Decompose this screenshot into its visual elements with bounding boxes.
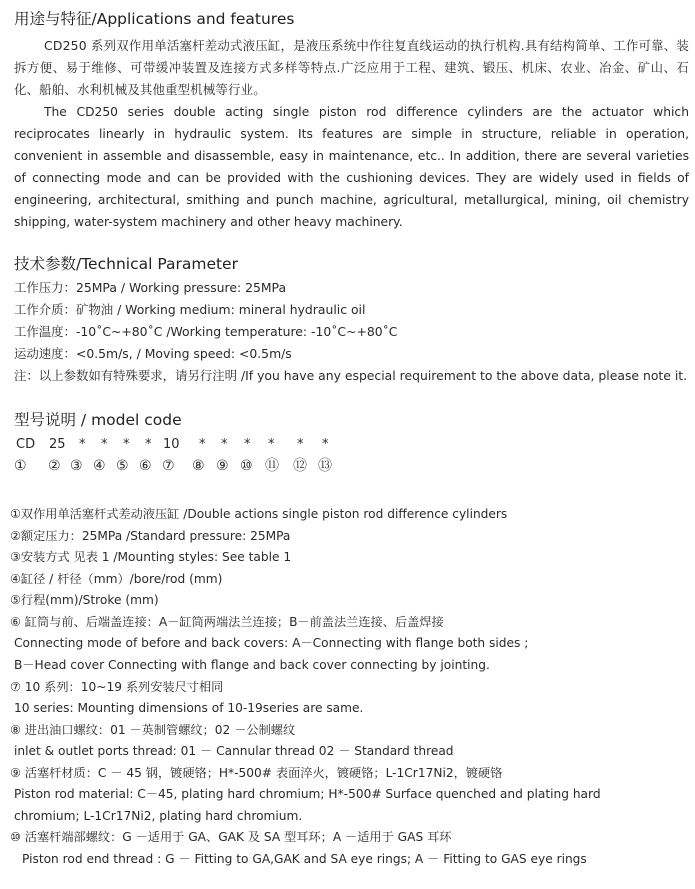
code-number: ② <box>48 458 61 474</box>
item-4: ④缸径 / 杆径（mm）/bore/rod (mm) <box>10 572 223 586</box>
item-3: ③安装方式 见表 1 /Mounting styles: See table 1 <box>10 550 292 564</box>
param-working-temperature: 工作温度：-10˚C~+80˚C /Working temperature: -10˚C~+80˚C <box>14 324 398 339</box>
item-2: ②额定压力：25MPa /Standard pressure: 25MPa <box>10 529 291 543</box>
applications-cn-text: CD250 系列双作用单活塞杆差动式液压缸，是液压系统中作往复直线运动的执行机构.具有结构简单、工作可靠、装拆方便、易于维修、可带缓冲装置及连接方式多样等特点.广泛应用于工程、建筑、锻压、机床、农业、冶金、矿山、石化、船舶、水利机械及其他重型机械等行业。 <box>14 38 689 97</box>
technical-note: 注：以上参数如有特殊要求，请另行注明 /If you have any especial requirement to the above data, please note it. <box>14 368 688 383</box>
technical-heading: 技术参数/Technical Parameter <box>14 255 238 273</box>
model-code-row <box>0 435 695 455</box>
item-6-cn: ⑥ 缸筒与前、后端盖连接：A－缸筒两端法兰连接；B－前盖法兰连接、后盖焊接 <box>10 615 444 629</box>
code-number: ③ <box>70 458 83 474</box>
code-part: * <box>297 437 304 452</box>
code-number: ⑬ <box>318 458 332 474</box>
param-working-medium: 工作介质：矿物油 / Working medium: mineral hydraulic oil <box>14 302 366 317</box>
model-heading: 型号说明 / model code <box>14 411 182 429</box>
code-part: * <box>244 437 251 452</box>
item-10-cn: ⑩ 活塞杆端部螺纹：G －适用于 GA、GAK 及 SA 型耳环；A －适用于 GAS 耳环 <box>10 830 452 844</box>
item-7-cn: ⑦ 10 系列：10~19 系列安装尺寸相同 <box>10 680 224 694</box>
code-part: * <box>199 437 206 452</box>
code-part: * <box>79 437 86 452</box>
code-part: * <box>101 437 108 452</box>
code-part: * <box>268 437 275 452</box>
code-part: 10 <box>163 437 180 452</box>
item-9-en-2: chromium; L-1Cr17Ni2, plating hard chromium. <box>14 809 303 823</box>
code-number: ⑫ <box>293 458 307 474</box>
code-number: ⑤ <box>116 458 129 474</box>
item-7-en: 10 series: Mounting dimensions of 10-19series are same. <box>14 701 364 715</box>
code-part: CD <box>16 437 36 452</box>
code-number: ⑦ <box>162 458 175 474</box>
applications-heading: 用途与特征/Applications and features <box>14 10 295 28</box>
item-8-cn: ⑧ 进出油口螺纹：01 －英制管螺纹；02 －公制螺纹 <box>10 723 296 737</box>
item-6-en-1: Connecting mode of before and back covers: A－Connecting with flange both sides ; <box>14 636 529 650</box>
code-part: * <box>145 437 152 452</box>
code-part: * <box>123 437 130 452</box>
item-9-en-1: Piston rod material: C－45, plating hard chromium; H*-500# Surface quenched and plating hard <box>14 787 601 801</box>
code-number: ① <box>14 458 27 474</box>
code-part: * <box>322 437 329 452</box>
code-number: ⑪ <box>265 458 279 474</box>
model-code-numbers <box>0 456 695 476</box>
code-part: * <box>221 437 228 452</box>
param-working-pressure: 工作压力：25MPa / Working pressure: 25MPa <box>14 280 287 295</box>
item-1: ①双作用单活塞杆式差动液压缸 /Double actions single piston rod difference cylinders <box>10 507 508 521</box>
item-6-en-2: B－Head cover Connecting with flange and back cover connecting by jointing. <box>14 658 490 672</box>
item-9-cn: ⑨ 活塞杆材质：C － 45 钢，镀硬铬；H*-500# 表面淬火，镀硬铬；L-1Cr17Ni2，镀硬铬 <box>10 766 503 780</box>
code-number: ⑨ <box>216 458 229 474</box>
param-moving-speed: 运动速度：<0.5m/s, / Moving speed: <0.5m/s <box>14 346 292 361</box>
code-number: ④ <box>93 458 106 474</box>
code-number: ⑩ <box>240 458 253 474</box>
applications-en-text: The CD250 series double acting single piston rod difference cylinders are the actuator which reciprocates linearly in hydraulic system. Its features are simple in structure, reliable in operation, convenient in assemble and disassemble, easy in maintenance, etc.. In addition, there are several varieties of connecting mode and can be provided with the cushioning devices. They are widely used in fields of engineering, architectural, smithing and punch machine, agricultural, metallurgical, mining, oil chemistry shipping, water-system machinery and other heavy machinery. <box>14 105 689 229</box>
item-10-en: Piston rod end thread : G － Fitting to GA,GAK and SA eye rings; A － Fitting to GAS eye rings <box>22 852 587 866</box>
code-part: 25 <box>49 437 66 452</box>
item-8-en: inlet & outlet ports thread: 01 － Cannular thread 02 － Standard thread <box>14 744 454 758</box>
code-number: ⑧ <box>192 458 205 474</box>
item-5: ⑤行程(mm)/Stroke (mm) <box>10 593 159 607</box>
code-number: ⑥ <box>139 458 152 474</box>
